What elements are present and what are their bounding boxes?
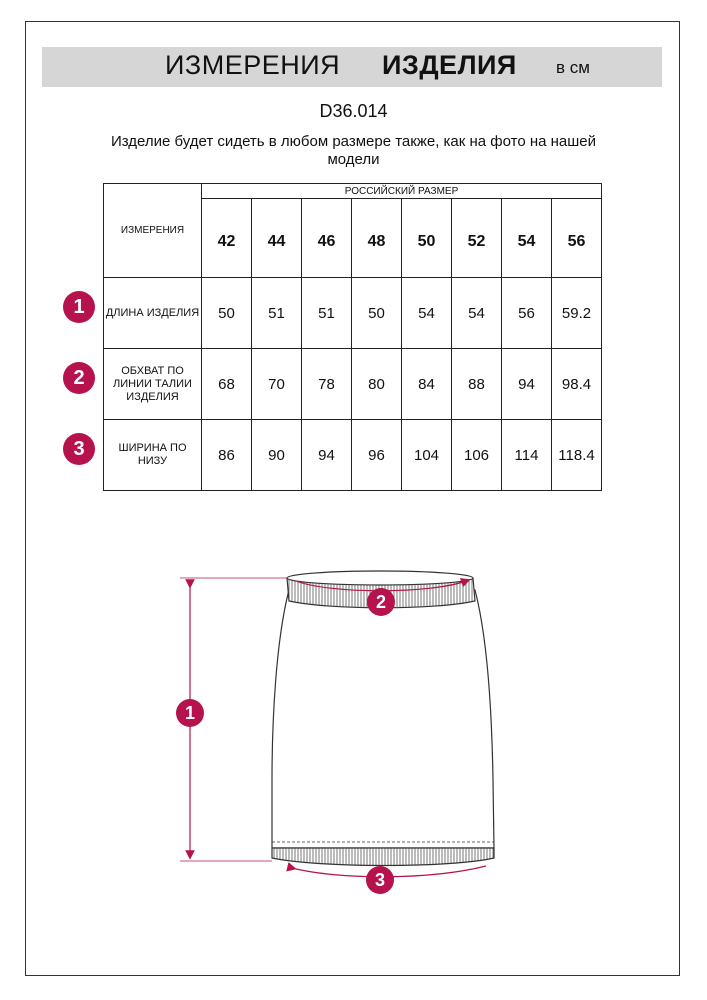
size-header: 56 [552,199,602,278]
size-group-label: РОССИЙСКИЙ РАЗМЕР [202,184,602,199]
row-number-badge: 2 [63,362,95,394]
size-header: 50 [402,199,452,278]
product-code: D36.014 [319,101,388,121]
row-label: ШИРИНА ПО НИЗУ [104,420,202,491]
unit-label: в см [556,58,590,77]
table-cell: 118.4 [552,420,602,491]
table-cell: 54 [402,278,452,349]
table-cell: 70 [252,349,302,420]
hem-band [272,848,494,866]
size-header: 52 [452,199,502,278]
table-cell: 80 [352,349,402,420]
corner-label: ИЗМЕРЕНИЯ [104,184,202,278]
table-cell: 50 [202,278,252,349]
size-header: 44 [252,199,302,278]
skirt-outline [272,590,494,848]
table-cell: 114 [502,420,552,491]
table-cell: 51 [252,278,302,349]
diagram-badge-hem: 3 [366,866,394,894]
table-cell: 90 [252,420,302,491]
diagram-badge-length: 1 [176,699,204,727]
title-part-2: ИЗДЕЛИЯ [382,50,517,80]
diagram-badge-waist: 2 [367,588,395,616]
row-label: ДЛИНА ИЗДЕЛИЯ [104,278,202,349]
table-cell: 104 [402,420,452,491]
table-cell: 78 [302,349,352,420]
row-number-badge: 1 [63,291,95,323]
size-header: 46 [302,199,352,278]
table-cell: 54 [452,278,502,349]
table-cell: 50 [352,278,402,349]
row-number-badge: 3 [63,433,95,465]
table-cell: 51 [302,278,352,349]
table-cell: 106 [452,420,502,491]
fit-note: Изделие будет сидеть в любом размере также, как на фото на нашей модели [110,133,597,168]
table-cell: 94 [302,420,352,491]
title-part-1: ИЗМЕРЕНИЯ [165,50,341,80]
row-label: ОБХВАТ ПО ЛИНИИ ТАЛИИ ИЗДЕЛИЯ [104,349,202,420]
table-cell: 98.4 [552,349,602,420]
table-cell: 56 [502,278,552,349]
table-cell: 96 [352,420,402,491]
table-cell: 59.2 [552,278,602,349]
waistband-top-edge [287,571,473,585]
table-cell: 68 [202,349,252,420]
size-header: 42 [202,199,252,278]
size-header: 48 [352,199,402,278]
size-header: 54 [502,199,552,278]
table-cell: 94 [502,349,552,420]
table-cell: 88 [452,349,502,420]
table-cell: 86 [202,420,252,491]
table-cell: 84 [402,349,452,420]
